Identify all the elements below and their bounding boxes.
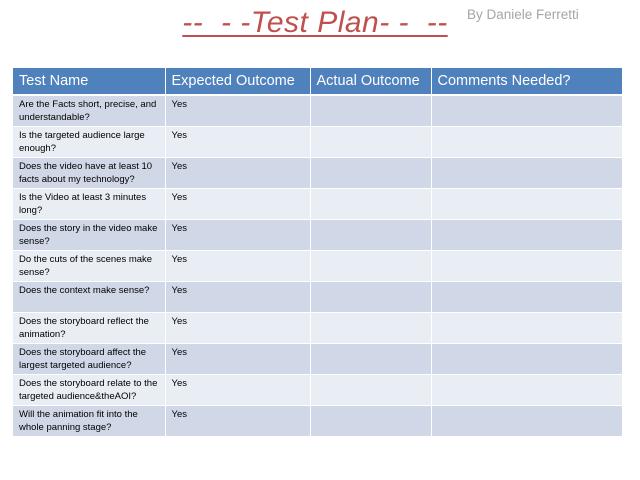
comments-cell [431, 374, 622, 405]
page-title: -- - -Test Plan- - -- [182, 6, 448, 39]
column-header-actual-outcome: Actual Outcome [310, 68, 431, 95]
expected-outcome-cell: Yes [165, 281, 310, 312]
actual-outcome-cell [310, 374, 431, 405]
test-name-cell: Does the storyboard relate to the targeted audience&theAOI? [13, 374, 165, 405]
table-row [13, 126, 622, 157]
actual-outcome-cell [310, 343, 431, 374]
expected-outcome-cell: Yes [165, 374, 310, 405]
comments-cell [431, 250, 622, 281]
test-name-cell: Does the story in the video make sense? [13, 219, 165, 250]
actual-outcome-cell [310, 219, 431, 250]
actual-outcome-cell [310, 188, 431, 219]
actual-outcome-cell [310, 95, 431, 126]
actual-outcome-cell [310, 250, 431, 281]
comments-cell [431, 188, 622, 219]
expected-outcome-cell: Yes [165, 157, 310, 188]
comments-cell [431, 281, 622, 312]
test-name-cell: Does the context make sense? [13, 281, 165, 312]
test-name-cell: Is the Video at least 3 minutes long? [13, 188, 165, 219]
expected-outcome-cell: Yes [165, 312, 310, 343]
actual-outcome-cell [310, 157, 431, 188]
table-row [13, 188, 622, 219]
comments-cell [431, 95, 622, 126]
expected-outcome-cell: Yes [165, 405, 310, 436]
test-name-cell: Does the video have at least 10 facts about my technology? [13, 157, 165, 188]
actual-outcome-cell [310, 126, 431, 157]
comments-cell [431, 157, 622, 188]
table-row [13, 343, 622, 374]
table-row [13, 219, 622, 250]
expected-outcome-cell: Yes [165, 126, 310, 157]
test-name-cell: Is the targeted audience large enough? [13, 126, 165, 157]
table-row [13, 250, 622, 281]
table-row [13, 312, 622, 343]
author-credit: By Daniele Ferretti [467, 7, 579, 22]
comments-cell [431, 219, 622, 250]
comments-cell [431, 312, 622, 343]
expected-outcome-cell: Yes [165, 343, 310, 374]
table-row [13, 95, 622, 126]
table-row [13, 405, 622, 436]
actual-outcome-cell [310, 312, 431, 343]
test-name-cell: Are the Facts short, precise, and understandable? [13, 95, 165, 126]
table-row [13, 374, 622, 405]
actual-outcome-cell [310, 281, 431, 312]
comments-cell [431, 405, 622, 436]
actual-outcome-cell [310, 405, 431, 436]
column-header-expected-outcome: Expected Outcome [165, 68, 310, 95]
test-name-cell: Does the storyboard affect the largest targeted audience? [13, 343, 165, 374]
expected-outcome-cell: Yes [165, 219, 310, 250]
column-header-test-name: Test Name [13, 68, 165, 95]
table-row [13, 281, 622, 312]
comments-cell [431, 126, 622, 157]
test-name-cell: Will the animation fit into the whole panning stage? [13, 405, 165, 436]
test-name-cell: Do the cuts of the scenes make sense? [13, 250, 165, 281]
expected-outcome-cell: Yes [165, 188, 310, 219]
table-row [13, 157, 622, 188]
expected-outcome-cell: Yes [165, 95, 310, 126]
table-header-row [13, 68, 622, 95]
test-plan-table [13, 68, 622, 437]
column-header-comments-needed: Comments Needed? [431, 68, 622, 95]
test-name-cell: Does the storyboard reflect the animation? [13, 312, 165, 343]
comments-cell [431, 343, 622, 374]
expected-outcome-cell: Yes [165, 250, 310, 281]
